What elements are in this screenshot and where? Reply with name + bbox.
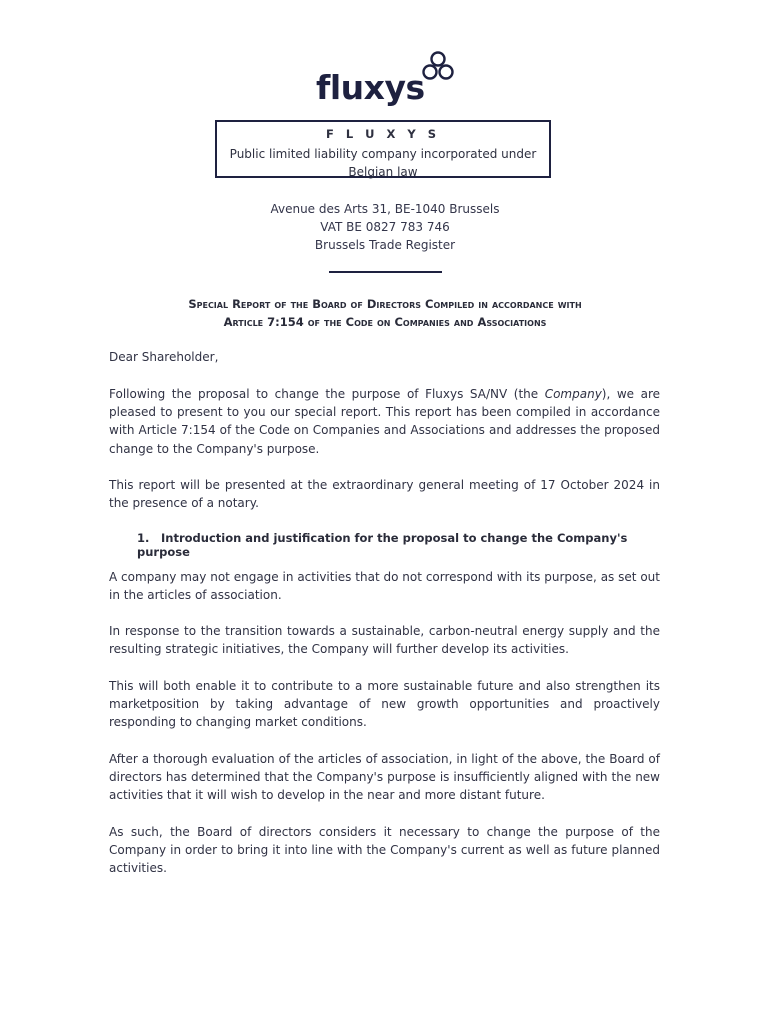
report-title — [109, 295, 661, 331]
section-number: 1. — [137, 531, 150, 545]
body-paragraph: As such, the Board of directors considers it necessary to change the purpose of the Company in order to bring it into line with the Company's current as well as future planned activities. — [109, 825, 660, 876]
fluxys-trefoil-logo-icon — [420, 50, 456, 86]
section-title: Introduction and justification for the proposal to change the Company's purpose — [137, 531, 628, 559]
company-description: Public limited liability company incorporated under Belgian law — [229, 147, 537, 179]
intro-text-b: ), we are pleased to present to you our special report. This report has been compiled in accordance with Article 7:154 of the Code on Companies and Associations and addresses the proposed change to the Company's purpose. — [109, 387, 661, 456]
body-paragraph: After a thorough evaluation of the articles of association, in light of the above, the Board of directors has determined that the Company's purpose is insufficiently aligned with the new activities that it will wish to develop in the near and more distant future. — [109, 752, 660, 803]
intro-text-a: Following the proposal to change the purpose of Fluxys SA/NV (the — [109, 387, 545, 401]
body-paragraph: In response to the transition towards a sustainable, carbon-neutral energy supply and the resulting strategic initiatives, the Company will further develop its activities. — [109, 624, 660, 657]
logo-wordmark: fluxys — [316, 68, 425, 107]
meeting-paragraph: This report will be presented at the extraordinary general meeting of 17 October 2024 in the presence of a notary. — [109, 478, 660, 511]
fluxys-logo — [316, 52, 425, 107]
address-vat: VAT BE 0827 783 746 — [320, 220, 450, 234]
section-heading — [137, 531, 667, 559]
intro-paragraph — [109, 385, 660, 458]
body-paragraph: This will both enable it to contribute to a more sustainable future and also strengthen its marketposition by taking advantage of new growth opportunities and proactively responding to changing market conditions. — [109, 679, 660, 730]
divider-rule — [329, 271, 442, 273]
report-title-line-1: Special Report of the Board of Directors Compiled in accordance with — [188, 297, 582, 311]
address-register: Brussels Trade Register — [314, 238, 456, 252]
body-paragraph: A company may not engage in activities that do not correspond with its purpose, as set out in the articles of association. — [109, 570, 660, 603]
company-address — [0, 200, 770, 254]
company-name: F L U X Y S — [325, 127, 441, 141]
company-info-box — [215, 120, 551, 178]
salutation: Dear Shareholder, — [109, 350, 219, 364]
address-street: Avenue des Arts 31, BE-1040 Brussels — [270, 202, 500, 216]
intro-company-term: Company — [544, 387, 602, 401]
report-title-line-2: Article 7:154 of the Code on Companies and Associations — [223, 315, 547, 329]
